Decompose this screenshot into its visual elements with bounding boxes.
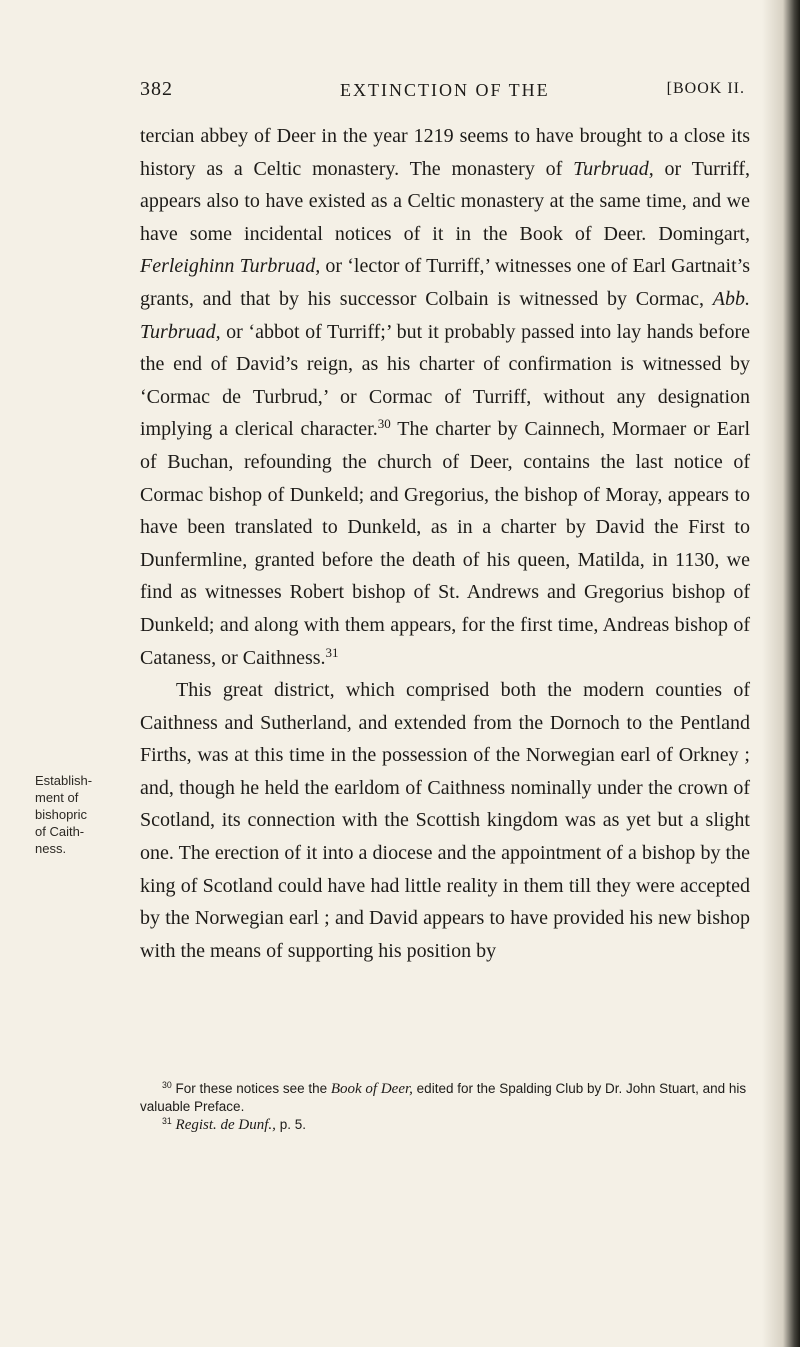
footnote-ref-30: 30 [377,416,391,432]
margin-note-line: of Caith- [35,824,85,839]
footnote-text: edited for the Spalding Club by Dr. John Stuart, and his valuable Preface. [140,1081,747,1114]
text-run: tercian abbey of Deer in the year 1219 seems to have brought to a close its history as a Celtic monastery. The monastery of [140,125,750,180]
running-head [140,78,745,108]
footnote-number: 30 [162,1080,172,1091]
page-number: 382 [140,78,173,100]
italic-run: Ferleighinn Turbruad, [140,255,321,278]
footnote-italic: Book of Deer, [330,1081,413,1097]
main-text [140,120,750,967]
page-edge-shadow [762,0,800,1347]
footnote-30 [140,1080,750,1116]
paragraph-1 [140,120,750,674]
margin-note-line: Establish- [35,773,93,788]
paragraph-2: This great district, which comprised both the modern counties of Caithness and Sutherland, and extended from the Dornoch to the Pentland Firths, was at this time in the possession of the Norwegian earl of Orkney ; and, though he held the earldom of Caithness nominally under the crown of Scotland, its connection with the Scottish kingdom was as yet but a slight one. The erection of it into a diocese and the appointment of a bishop by the king of Scotland could have had little reality in them till they were accepted by the Norwegian earl ; and David appears to have provided his new bishop with the means of supporting his position by [140,679,750,962]
italic-run: Abb. Turbruad, [140,287,750,343]
text-run: or ‘lector of Turriff,’ witnesses one of Earl Gartnait’s grants, and that by his successor Colbain is witnessed by Cormac, [140,255,751,310]
margin-note [35,772,125,857]
text-run: or Turriff, appears also to have existed as a Celtic monastery at the same time, and we have some incidental notices of it in the Book of Deer. Domingart, [140,157,751,245]
text-run: or ‘abbot of Turriff;’ but it probably passed into lay hands before the end of David’s reign, as his charter of confirmation is witnessed by ‘Cormac de Turbrud,’ or Cormac of Turriff, without any designation implying a clerical character. [140,320,750,441]
footnote-text: p. 5. [275,1117,306,1132]
footnote-number: 31 [162,1116,172,1127]
text-run: The charter by Cainnech, Mormaer or Earl of Buchan, refounding the church of Deer, contains the last notice of Cormac bishop of Dunkeld; and Gregorius, the bishop of Moray, appears to have been translated to Dunkeld, as in a charter by David the First to Dunfermline, granted before the death of his queen, Matilda, in 1130, we find as witnesses Robert bishop of St. Andrews and Gregorius bishop of Dunkeld; and along with them appears, for the first time, Andreas bishop of Cataness, or Caithness. [140,418,751,669]
footnote-31 [140,1116,750,1134]
footnote-ref-31: 31 [325,644,339,660]
margin-note-line: ness. [35,841,67,856]
margin-note-line: bishopric [35,807,88,822]
italic-run: Turbruad, [573,157,654,180]
footnotes [140,1080,750,1134]
footnote-italic: Regist. de Dunf., [175,1117,276,1133]
footnote-text: For these notices see the [171,1081,331,1096]
running-title: EXTINCTION OF THE [340,80,550,100]
margin-note-line: ment of [35,790,79,805]
book-label: [BOOK II. [666,80,745,97]
